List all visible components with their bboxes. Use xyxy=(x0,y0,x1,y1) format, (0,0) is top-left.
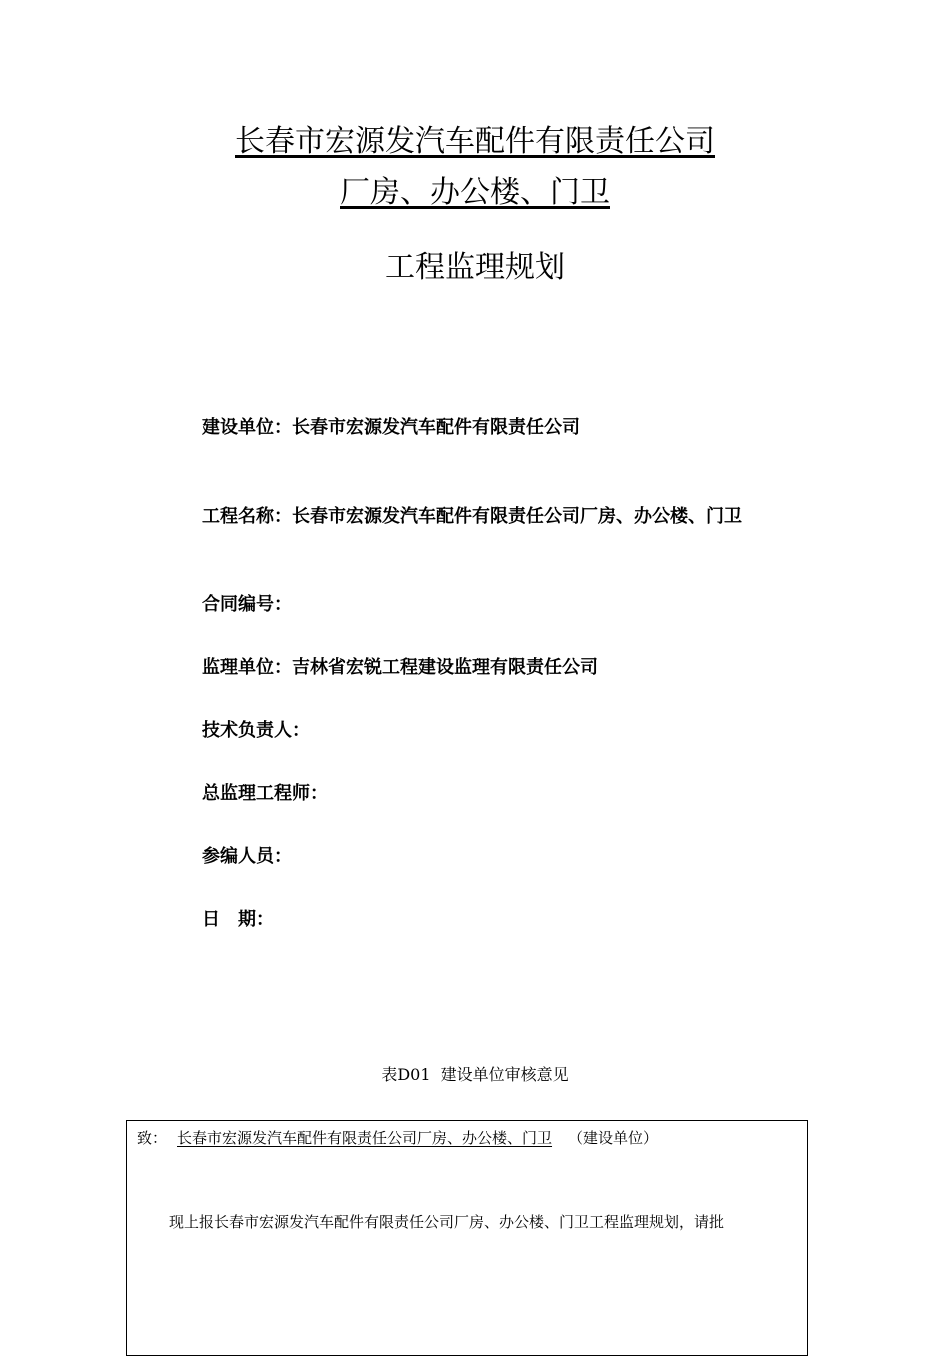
document-title-buildings-text: 厂房、办公楼、门卫 xyxy=(340,175,610,210)
document-title-buildings xyxy=(0,173,950,213)
field-contract-number: 合同编号： xyxy=(202,594,292,615)
field-supervision-unit: 监理单位：吉林省宏锐工程建设监理有限责任公司 xyxy=(202,657,598,678)
document-title-company-text: 长春市宏源发汽车配件有限责任公司 xyxy=(235,124,715,159)
review-form-to-target: 长春市宏源发汽车配件有限责任公司厂房、办公楼、门卫 xyxy=(177,1129,553,1147)
review-form-to-label: 致： xyxy=(137,1129,168,1147)
review-form-to-line xyxy=(137,1127,658,1149)
field-chief-engineer: 总监理工程师： xyxy=(202,783,328,804)
field-staff: 参编人员： xyxy=(202,846,292,867)
field-construction-unit: 建设单位：长春市宏源发汽车配件有限责任公司 xyxy=(202,417,580,438)
review-form-caption: 表D01 建设单位审核意见 xyxy=(381,1065,569,1084)
review-form-to-suffix: （建设单位） xyxy=(568,1129,659,1147)
field-project-name: 工程名称：长春市宏源发汽车配件有限责任公司厂房、办公楼、门卫 xyxy=(202,506,742,527)
field-date: 日 期： xyxy=(202,909,274,930)
review-form-table xyxy=(126,1120,808,1356)
field-technical-lead: 技术负责人： xyxy=(202,720,310,741)
review-form-body-text: 现上报长春市宏源发汽车配件有限责任公司厂房、办公楼、门卫工程监理规划，请批 xyxy=(169,1213,725,1231)
document-title-company xyxy=(0,122,950,162)
document-title-plan: 工程监理规划 xyxy=(385,250,565,285)
